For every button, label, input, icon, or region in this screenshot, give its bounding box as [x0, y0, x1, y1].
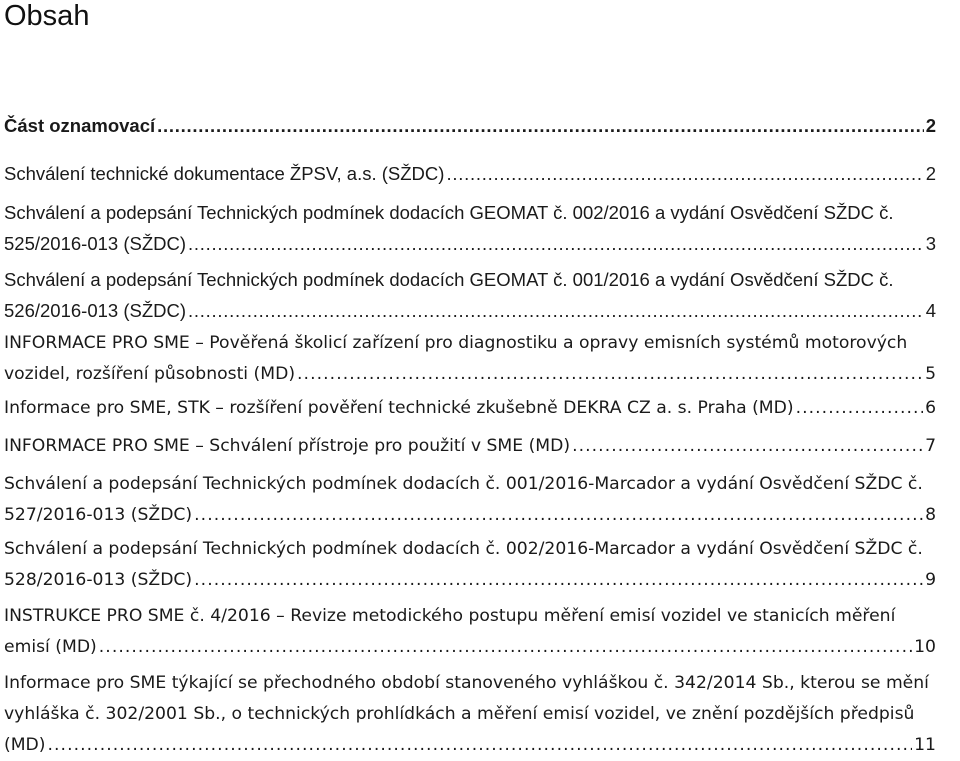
toc-entry[interactable] — [4, 158, 936, 189]
toc-page-number: 9 — [925, 570, 936, 590]
page-title: Obsah — [4, 0, 90, 32]
toc-entry-text: Schválení a podepsání Technických podmínek dodacích č. 002/2016-Marcador a vydání Osvědčení SŽDC č. — [4, 539, 923, 559]
toc-leader-dots — [572, 431, 923, 462]
toc-entry[interactable] — [4, 601, 936, 663]
toc-page-number: 5 — [925, 364, 936, 384]
toc-entry-text: (MD) — [4, 735, 46, 755]
toc-leader-dots — [157, 110, 924, 141]
toc-leader-dots — [297, 359, 923, 390]
toc-entry[interactable] — [4, 469, 936, 531]
toc-entry-text: Schválení technické dokumentace ŽPSV, a.s. (SŽDC) — [4, 163, 445, 184]
toc-entry-text: Schválení a podepsání Technických podmínek dodacích GEOMAT č. 001/2016 a vydání Osvědčení SŽDC č. — [4, 269, 894, 290]
toc-leader-dots — [446, 158, 923, 189]
toc-entry-text: 527/2016-013 (SŽDC) — [4, 505, 193, 525]
toc-entry-text: emisí (MD) — [4, 637, 97, 657]
toc-entry[interactable] — [4, 328, 936, 390]
toc-page-number: 2 — [925, 163, 936, 184]
toc-page-number: 10 — [914, 637, 936, 657]
toc-page-number: 2 — [925, 115, 936, 136]
toc-page-number: 6 — [925, 398, 936, 418]
toc-leader-dots — [194, 565, 923, 596]
toc-entry-text: Schválení a podepsání Technických podmínek dodacích č. 001/2016-Marcador a vydání Osvědčení SŽDC č. — [4, 474, 923, 494]
toc-entry[interactable] — [4, 197, 936, 259]
toc-entry[interactable] — [4, 110, 936, 141]
toc-entry-text: Informace pro SME, STK – rozšíření pověření technické zkušebně DEKRA CZ a. s. Praha (MD) — [4, 398, 794, 418]
toc-page-number: 3 — [925, 233, 936, 254]
toc-page-number: 11 — [914, 735, 936, 755]
toc-entry[interactable] — [4, 393, 936, 424]
toc-entry[interactable] — [4, 431, 936, 462]
toc-entry-text: INFORMACE PRO SME – Pověřená školicí zařízení pro diagnostiku a opravy emisních systémů motorových — [4, 333, 908, 353]
toc-page-number: 8 — [925, 505, 936, 525]
toc-entry-text: 528/2016-013 (SŽDC) — [4, 570, 193, 590]
toc-leader-dots — [188, 295, 924, 326]
toc-leader-dots — [194, 500, 923, 531]
toc-entry-text: Schválení a podepsání Technických podmínek dodacích GEOMAT č. 002/2016 a vydání Osvědčení SŽDC č. — [4, 202, 894, 223]
toc-entry-text: 526/2016-013 (SŽDC) — [4, 300, 187, 321]
toc-leader-dots — [47, 730, 912, 761]
toc-leader-dots — [796, 393, 923, 424]
toc-entry[interactable] — [4, 264, 936, 326]
toc-entry-text: vozidel, rozšíření působnosti (MD) — [4, 364, 296, 384]
toc-entry-text: 525/2016-013 (SŽDC) — [4, 233, 187, 254]
toc-entry-text: INSTRUKCE PRO SME č. 4/2016 – Revize metodického postupu měření emisí vozidel ve stanicích měření — [4, 606, 896, 626]
toc-leader-dots — [99, 632, 912, 663]
toc-leader-dots — [188, 228, 924, 259]
toc-entry-text: Část oznamovací — [4, 115, 156, 136]
toc-page-number: 4 — [925, 300, 936, 321]
toc-entry[interactable] — [4, 534, 936, 596]
toc-entry-text: vyhláška č. 302/2001 Sb., o technických prohlídkách a měření emisí vozidel, ve znění pozdějších předpisů — [4, 704, 915, 724]
toc-entry-text: INFORMACE PRO SME – Schválení přístroje pro použití v SME (MD) — [4, 436, 571, 456]
toc-entry-text: Informace pro SME týkající se přechodného období stanoveného vyhláškou č. 342/2014 Sb., kterou se mění — [4, 673, 929, 693]
toc-page-number: 7 — [925, 436, 936, 456]
toc-entry[interactable] — [4, 668, 936, 761]
